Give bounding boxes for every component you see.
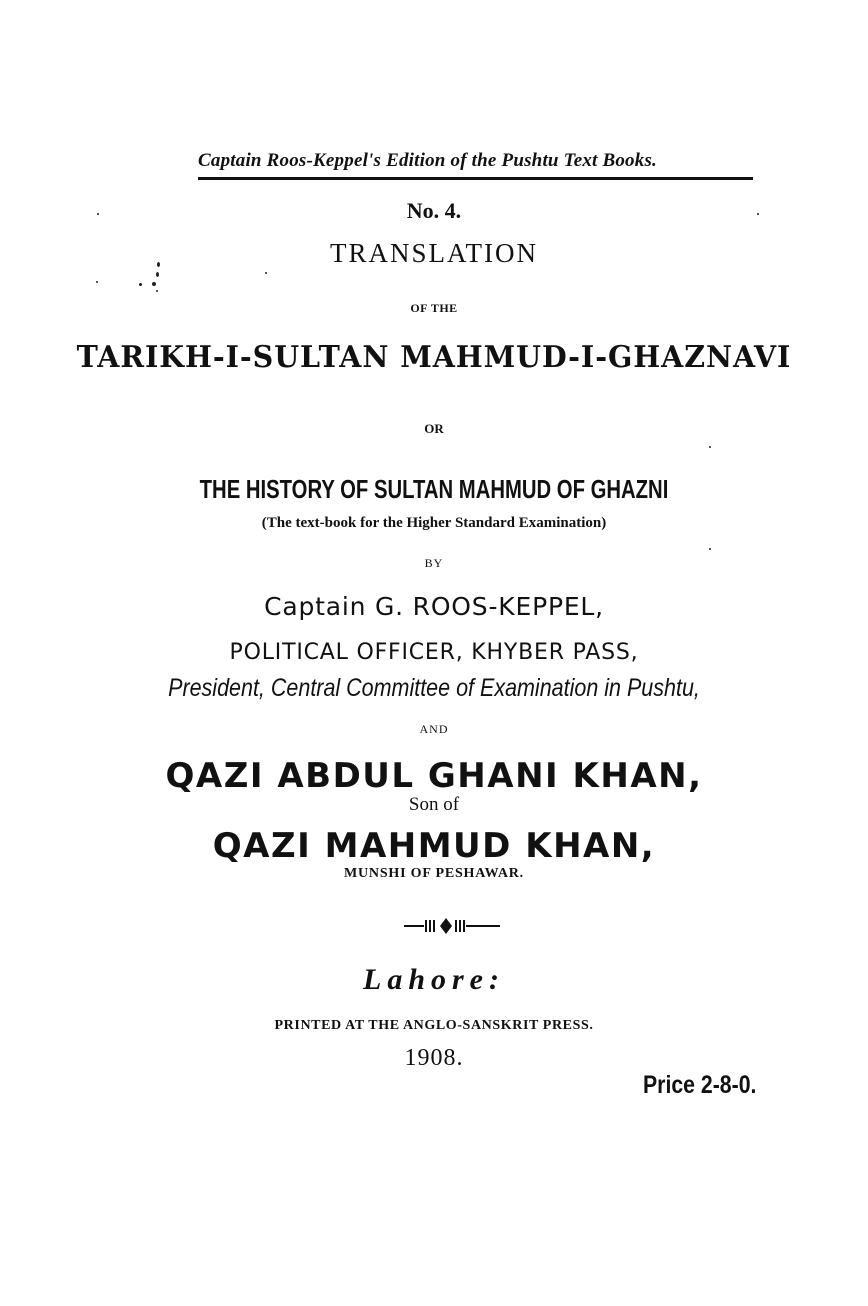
author1-position: POLITICAL OFFICER, KHYBER PASS, — [229, 640, 639, 665]
scan-speck — [139, 283, 142, 286]
author2-father: QAZI MAHMUD KHAN, — [212, 826, 656, 866]
textbook-note: (The text-book for the Higher Standard Examination) — [261, 515, 607, 531]
volume-number: No. 4. — [406, 198, 462, 223]
scan-speck — [265, 272, 267, 274]
heading-rule — [198, 177, 753, 180]
scan-speck — [709, 446, 711, 448]
author1-role: President, Central Committee of Examination in Pushtu, — [168, 674, 700, 702]
author2-name: QAZI ABDUL GHANI KHAN, — [165, 756, 703, 796]
printer-line: PRINTED AT THE ANGLO-SANSKRIT PRESS. — [274, 1018, 594, 1033]
of-the-label: OF THE — [410, 301, 458, 315]
scan-speck — [757, 213, 759, 215]
scan-speck — [97, 213, 99, 215]
author2-father-title: MUNSHI OF PESHAWAR. — [344, 866, 524, 881]
publication-place: Lahore: — [363, 963, 505, 996]
price-label: Price 2-8-0. — [642, 1071, 756, 1099]
by-label: BY — [424, 556, 444, 570]
scan-speck — [156, 290, 158, 292]
or-label: OR — [424, 421, 444, 436]
author1-name: Captain G. ROOS-KEPPEL, — [264, 592, 604, 621]
scan-speck — [157, 262, 160, 267]
ornament-divider — [0, 914, 868, 938]
series-heading: Captain Roos-Keppel's Edition of the Pushtu Text Books. — [198, 150, 657, 171]
english-title: THE HISTORY OF SULTAN MAHMUD OF GHAZNI — [199, 474, 669, 504]
original-title: TARIKH-I-SULTAN MAHMUD-I-GHAZNAVI — [76, 340, 792, 375]
scan-speck — [96, 281, 98, 283]
and-label: AND — [419, 722, 449, 736]
scan-speck — [709, 548, 711, 550]
translation-heading: TRANSLATION — [330, 238, 538, 268]
scan-speck — [156, 272, 159, 277]
publication-year: 1908. — [404, 1045, 464, 1071]
scan-speck — [152, 282, 156, 286]
son-of-label: Son of — [408, 794, 460, 815]
